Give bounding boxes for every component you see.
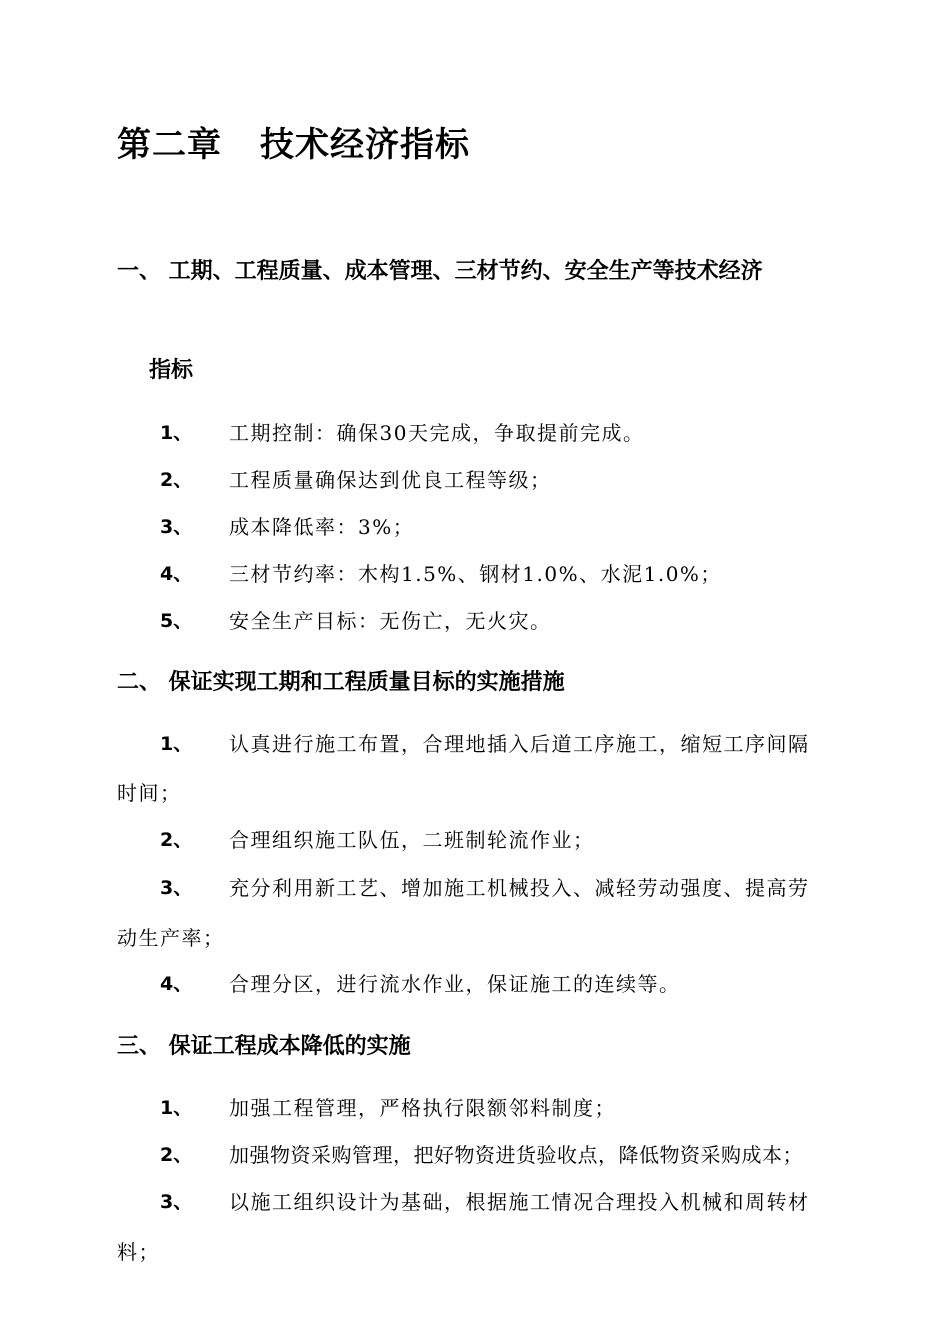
s2-item4-num: 4、: [160, 973, 193, 995]
s3-item1-num: 1、: [160, 1097, 193, 1119]
s1-item5-text: 安全生产目标：无伤亡，无火灾。: [229, 609, 552, 633]
s2-item3-num: 3、: [160, 877, 193, 899]
s2-item2-text: 合理组织施工队伍，二班制轮流作业；: [229, 828, 595, 852]
s1-item3-text: 成本降低率：3%；: [229, 515, 415, 539]
section3-heading: 三、 保证工程成本降低的实施: [117, 1034, 411, 1059]
s1-item5-num: 5、: [160, 610, 193, 632]
s3-item2-num: 2、: [160, 1144, 193, 1166]
s3-item3-num: 3、: [160, 1191, 193, 1213]
s3-item3-cont: 料；: [117, 1240, 160, 1264]
s1-item2-text: 工程质量确保达到优良工程等级；: [229, 468, 552, 492]
s1-item1-num: 1、: [160, 422, 193, 444]
s2-item2-num: 2、: [160, 829, 193, 851]
s2-item1-num: 1、: [160, 733, 193, 755]
chapter-number: 第二章: [117, 125, 222, 165]
chapter-title: [117, 117, 470, 166]
s1-item4-text: 三材节约率：木构1.5%、钢材1.0%、水泥1.0%；: [229, 562, 722, 586]
chapter-name: 技术经济指标: [260, 125, 470, 165]
s2-item1-text: 认真进行施工布置，合理地插入后道工序施工，缩短工序间隔: [229, 732, 810, 756]
section1-heading-cont: 指标: [149, 358, 194, 383]
s1-item1-text: 工期控制：确保30天完成，争取提前完成。: [229, 421, 645, 445]
s2-item3-text: 充分利用新工艺、增加施工机械投入、减轻劳动强度、提高劳: [229, 876, 810, 900]
s3-item1-text: 加强工程管理，严格执行限额邻料制度；: [229, 1096, 616, 1120]
s3-item2-text: 加强物资采购管理，把好物资进货验收点，降低物资采购成本；: [229, 1143, 803, 1167]
s2-item4-text: 合理分区，进行流水作业，保证施工的连续等。: [229, 972, 681, 996]
s1-item3-num: 3、: [160, 516, 193, 538]
s1-item4-num: 4、: [160, 563, 193, 585]
s3-item3-text: 以施工组织设计为基础，根据施工情况合理投入机械和周转材: [229, 1190, 810, 1214]
s2-item1-cont: 时间；: [117, 781, 182, 805]
s2-item3-cont: 动生产率；: [117, 926, 225, 950]
section1-heading: 一、 工期、工程质量、成本管理、三材节约、安全生产等技术经济: [117, 259, 763, 284]
section2-heading: 二、 保证实现工期和工程质量目标的实施措施: [117, 670, 565, 695]
s1-item2-num: 2、: [160, 469, 193, 491]
